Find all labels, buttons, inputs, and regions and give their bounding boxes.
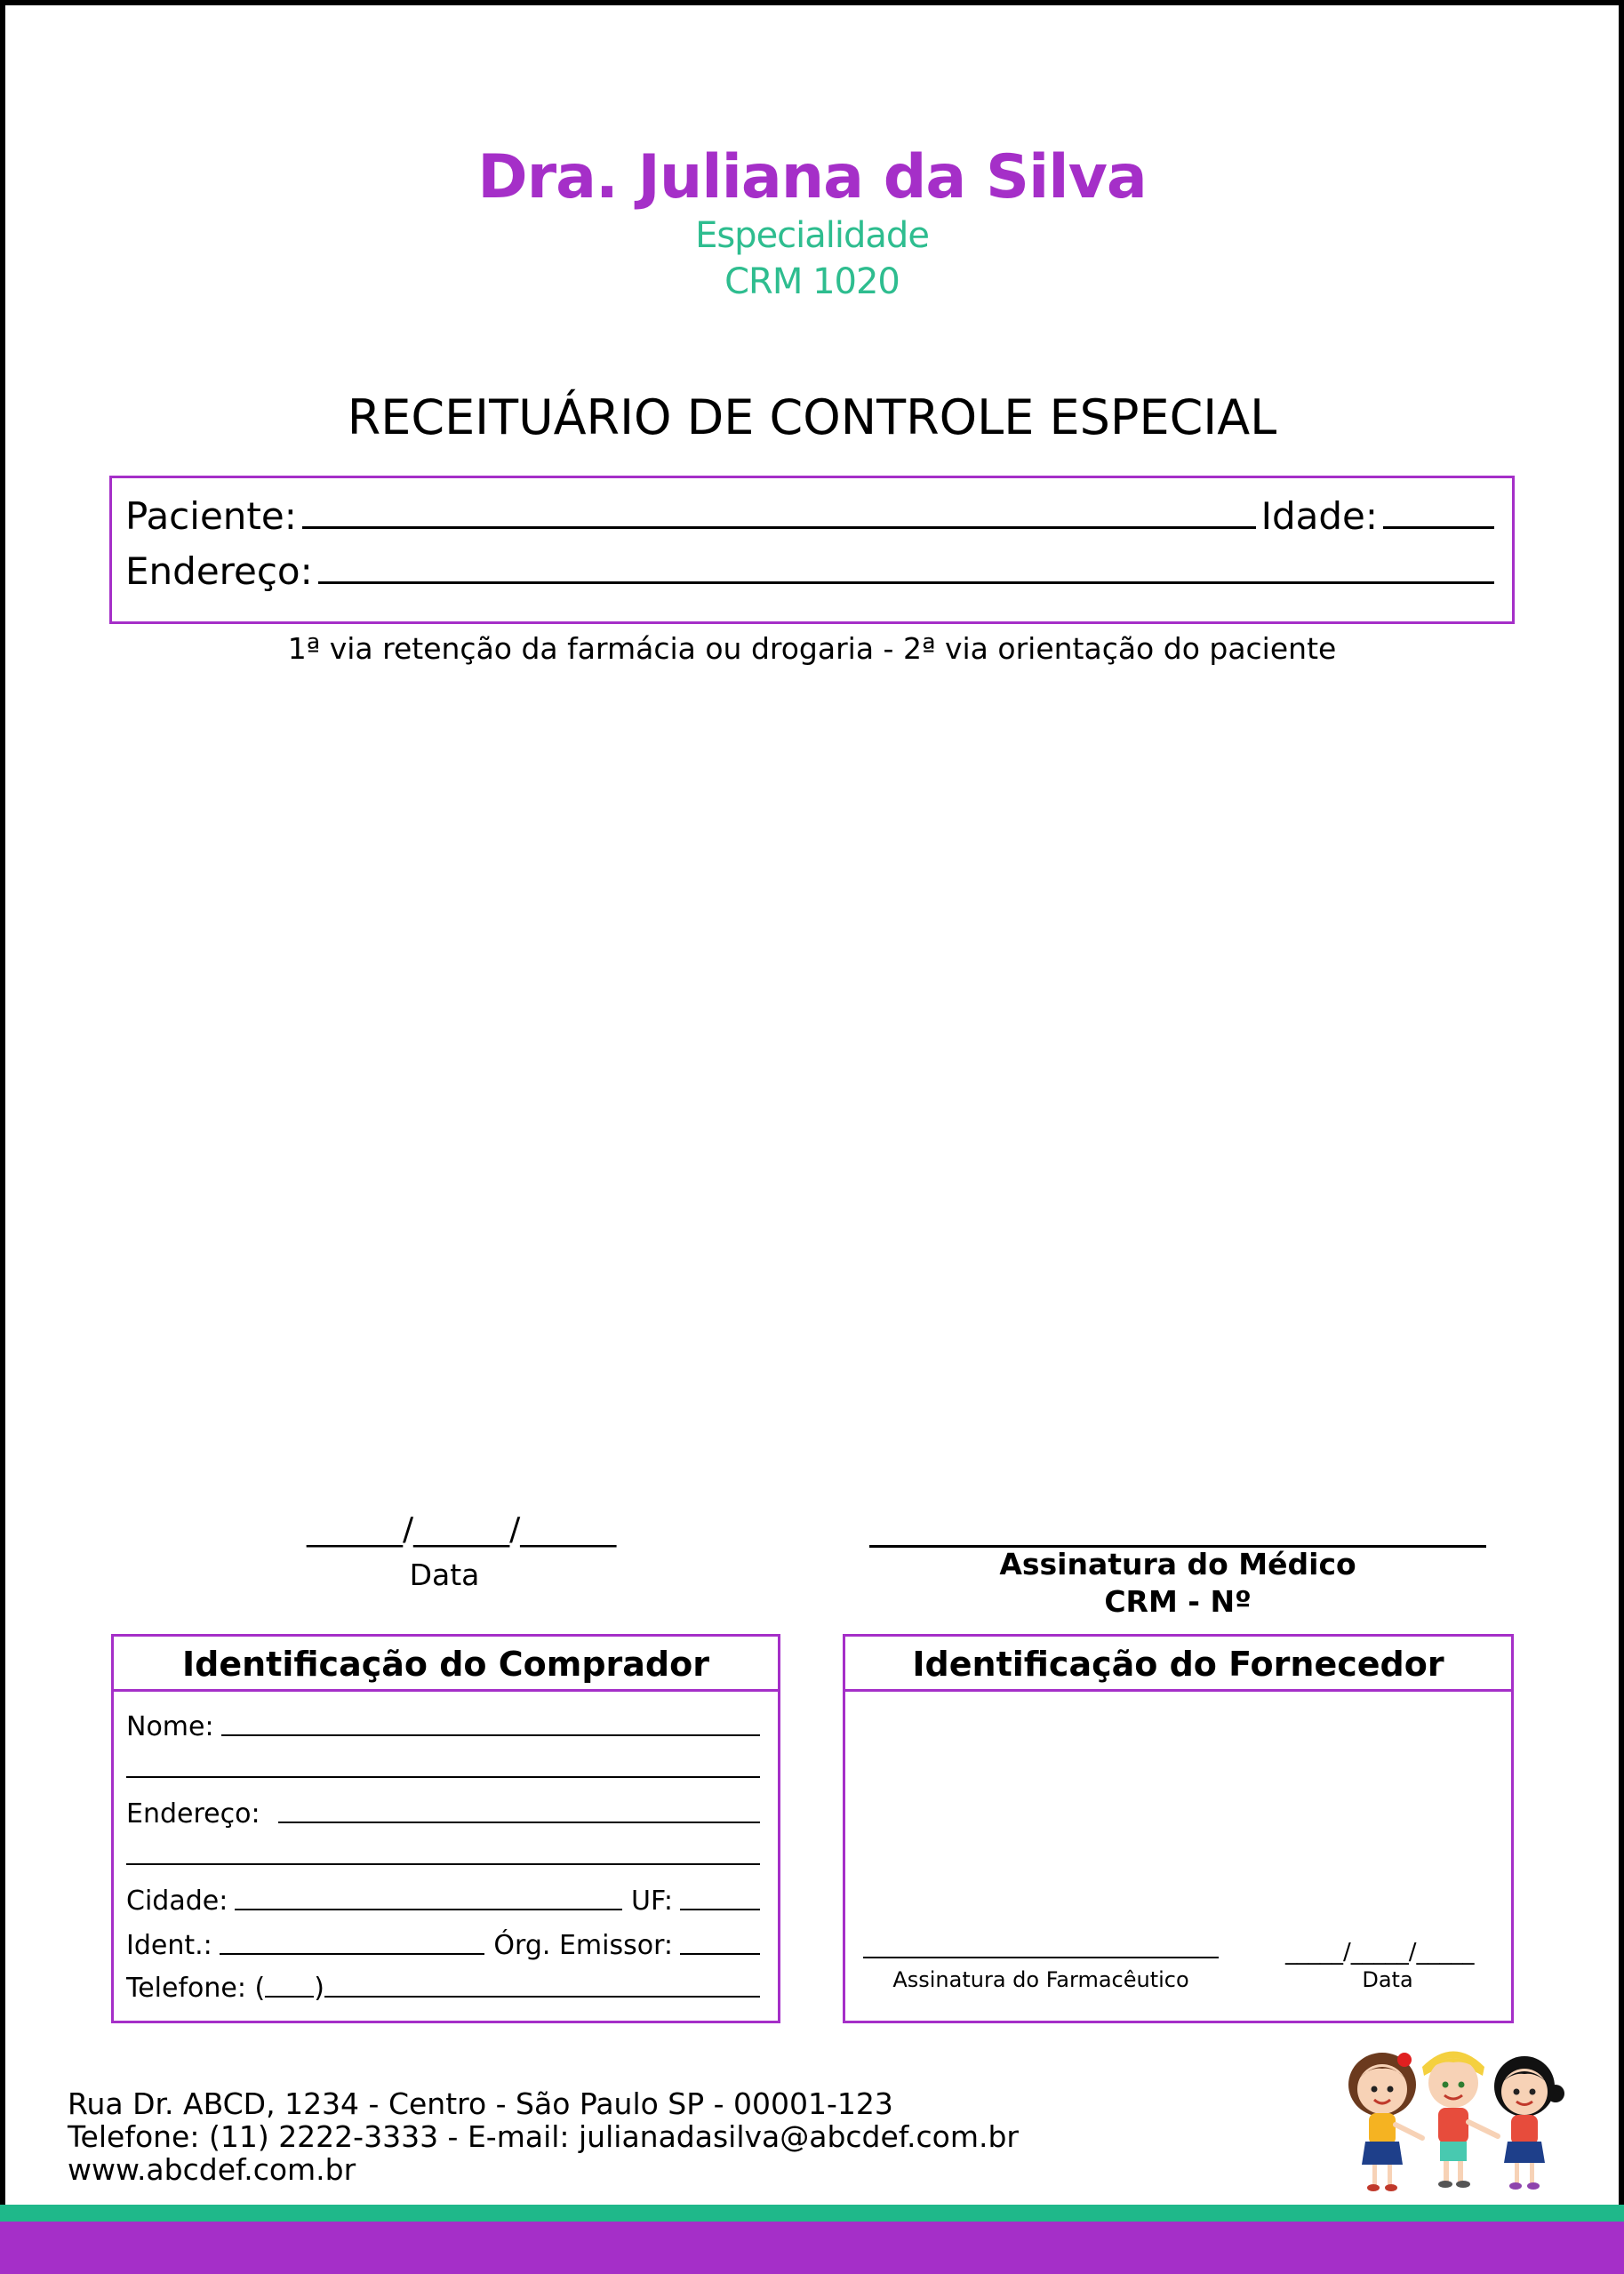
buyer-phone-area-field[interactable] [265,1996,314,1998]
buyer-name-field-2[interactable] [126,1776,760,1778]
boy-middle-figure [1422,2052,1498,2189]
address-row [125,549,1494,593]
buyer-name-row-2 [126,1747,760,1784]
buyer-uf-label: UF: [631,1886,673,1917]
buyer-city-row [126,1886,760,1917]
buyer-address-field[interactable] [278,1822,760,1823]
address-field[interactable] [318,581,1494,584]
buyer-issuer-field[interactable] [680,1953,760,1955]
doctor-crm-label: CRM - Nº [1104,1584,1252,1619]
buyer-address-row-2 [126,1834,760,1871]
age-field[interactable] [1383,526,1494,529]
form-title: RECEITUÁRIO DE CONTROLE ESPECIAL [347,389,1277,445]
patient-name-field[interactable] [302,526,1256,529]
buyer-phone-field[interactable] [324,1996,760,1998]
specialty: Especialidade [695,215,929,256]
buyer-name-row [126,1711,760,1742]
buyer-box [111,1634,780,2023]
crm-number: CRM 1020 [724,261,900,302]
footer-contact [68,2087,1019,2186]
buyer-uf-field[interactable] [680,1909,760,1910]
buyer-phone-row [126,1973,760,2004]
buyer-id-label: Ident.: [126,1930,212,1961]
buyer-title: Identificação do Comprador [114,1637,778,1692]
buyer-city-field[interactable] [235,1909,622,1910]
girl-right-figure [1494,2056,1564,2190]
buyer-phone-label: Telefone: ( [126,1973,266,2004]
buyer-name-field[interactable] [221,1734,760,1736]
buyer-name-label: Nome: [126,1711,214,1742]
buyer-id-row [126,1930,760,1961]
date-label: Data [409,1557,480,1592]
buyer-address-label: Endereço: [126,1798,260,1830]
doctor-signature-label: Assinatura do Médico [999,1547,1356,1581]
doctor-name: Dra. Juliana da Silva [477,142,1147,212]
supplier-date-label: Data [1362,1967,1413,1992]
age-label: Idade: [1260,494,1378,538]
kids-illustration-icon [1333,2040,1573,2200]
supplier-box [843,1634,1514,2023]
footer-website: www.abcdef.com.br [68,2152,356,2187]
via-note: 1ª via retenção da farmácia ou drogaria - 2ª via orientação do paciente [287,631,1337,666]
pharmacist-signature-field[interactable] [863,1957,1219,1958]
footer-green-stripe [0,2205,1624,2222]
buyer-id-field[interactable] [220,1953,485,1955]
address-label: Endereço: [125,549,313,593]
footer-purple-stripe [0,2222,1624,2274]
pharmacist-signature-label: Assinatura do Farmacêutico [892,1967,1189,1992]
date-field[interactable]: ______/______/______ [307,1511,617,1548]
doctor-signature-field[interactable] [869,1511,1486,1548]
patient-box [109,476,1515,624]
patient-row [125,494,1494,538]
footer-address-line: Rua Dr. ABCD, 1234 - Centro - São Paulo SP - 00001-123 [68,2086,893,2121]
buyer-issuer-label: Órg. Emissor: [493,1930,673,1961]
buyer-address-field-2[interactable] [126,1863,760,1865]
supplier-date-field[interactable]: _____/_____/_____ [1285,1939,1475,1966]
buyer-city-label: Cidade: [126,1886,228,1917]
buyer-address-row [126,1798,760,1830]
footer-contact-line: Telefone: (11) 2222-3333 - E-mail: julianadasilva@abcdef.com.br [68,2119,1020,2154]
buyer-phone-close: ) [314,1973,324,2004]
supplier-title: Identificação do Fornecedor [845,1637,1511,1692]
girl-left-figure [1348,2053,1422,2191]
patient-label: Paciente: [125,494,297,538]
